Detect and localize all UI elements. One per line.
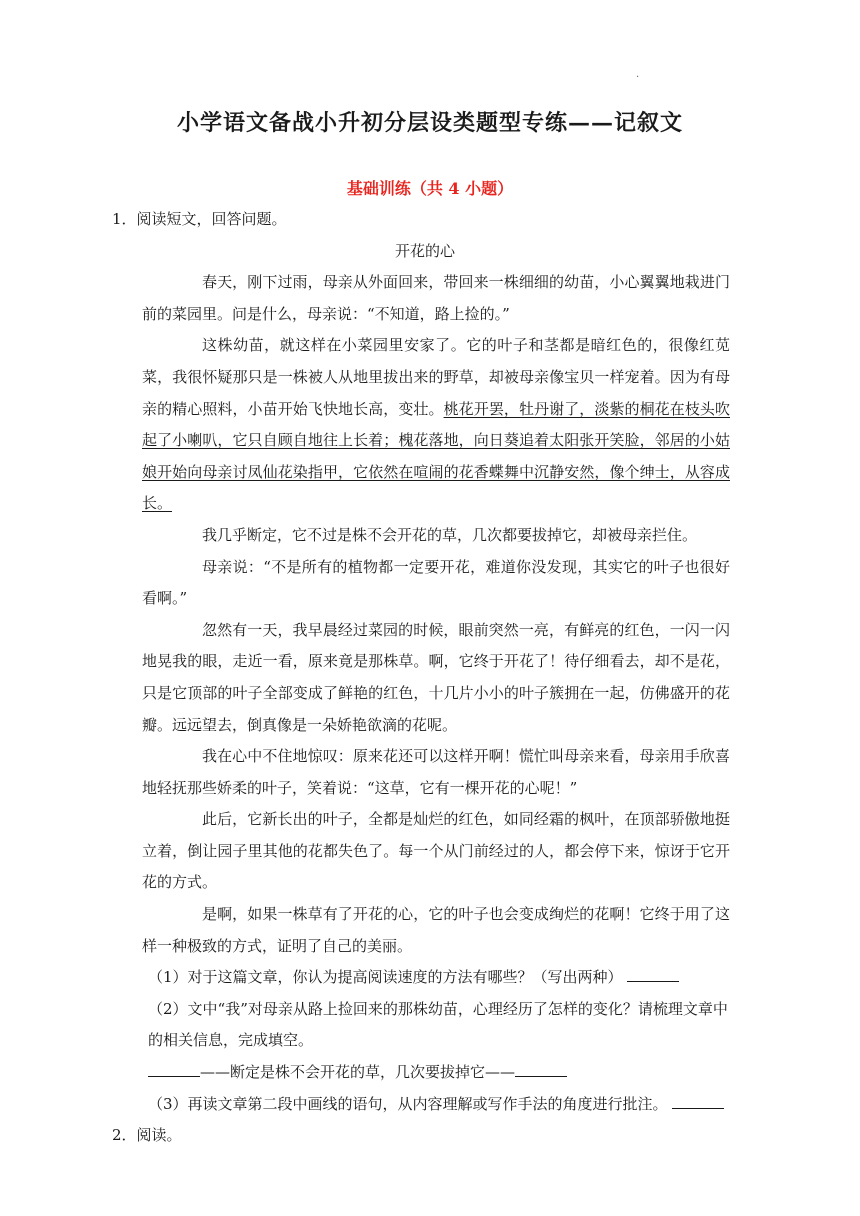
answer-blank[interactable] xyxy=(515,1062,567,1077)
question-number: 1． xyxy=(112,210,137,228)
question-2-header xyxy=(112,1120,730,1152)
sub-question-3-text: （3）再读文章第二段中画线的语句，从内容理解或写作手法的角度进行批注。 xyxy=(148,1094,668,1113)
story-title: 开花的心 xyxy=(394,241,455,260)
story-paragraph-4: 母亲说：“不是所有的植物都一定要开花，难道你没发现，其实它的叶子也很好看啊。” xyxy=(142,557,730,608)
question-content xyxy=(112,204,730,1152)
story-paragraph-7: 此后，它新长出的叶子，全都是灿烂的红色，如同经霜的枫叶，在顶部骄傲地挺立着，倒让园子里其他的花都失色了。每一个从门前经过的人，都会停下来，惊讶于它开花的方式。 xyxy=(142,810,730,892)
story-paragraph-1: 春天，刚下过雨，母亲从外面回来，带回来一株细细的幼苗，小心翼翼地栽进门前的菜园里。问是什么，母亲说：“不知道，路上捡的。” xyxy=(142,273,730,323)
fill-in-line xyxy=(148,1057,730,1089)
story-paragraph-6: 我在心中不住地惊叹：原来花还可以这样开啊！慌忙叫母亲来看，母亲用手欣喜地轻抚那些娇柔的叶子，笑着说：“这草，它有一棵开花的心呢！” xyxy=(142,747,730,797)
sub-question-3 xyxy=(148,1089,730,1121)
story-paragraph-5: 忽然有一天，我早晨经过菜园的时候，眼前突然一亮，有鲜亮的红色，一闪一闪地晃我的眼，走近一看，原来竟是那株草。啊，它终于开花了！待仔细看去，却不是花，只是它顶部的叶子全部变成了鲜艳的红色，十几片小小的叶子簇拥在一起，仿佛盛开的花瓣。远远望去，倒真像是一朵娇艳欲滴的花呢。 xyxy=(142,620,730,734)
sub-question-1-text: （1）对于这篇文章，你认为提高阅读速度的方法有哪些？（写出两种） xyxy=(148,968,623,987)
sub-question-2: （2）文中“我”对母亲从路上捡回来的那株幼苗，心理经历了怎样的变化？请梳理文章中的相关信息，完成填空。 xyxy=(148,999,728,1050)
fill-in-text: ——断定是株不会开花的草，几次要拔掉它—— xyxy=(200,1063,516,1082)
question-prompt: 阅读短文，回答问题。 xyxy=(136,210,287,228)
underlined-sentence: 桃花开罢，牡丹谢了，淡紫的桐花在枝头吹起了小喇叭，它只自顾自地往上长着；槐花落地，向日葵追着太阳张开笑脸，邻居的小姑娘开始向母亲讨凤仙花染指甲，它依然在喧闹的花香蝶舞中沉静安然，像个绅士，从容成长。 xyxy=(142,399,730,513)
section-title: 基础训练（共 4 小题） xyxy=(346,179,514,198)
story-paragraph-8: 是啊，如果一株草有了开花的心，它的叶子也会变成绚烂的花啊！它终于用了这样一种极致的方式，证明了自己的美丽。 xyxy=(142,905,730,955)
story-paragraph-3: 我几乎断定，它不过是株不会开花的草，几次都要拔掉它，却被母亲拦住。 xyxy=(202,525,698,544)
question-number: 2． xyxy=(112,1126,137,1145)
page-title: 小学语文备战小升初分层设类题型专练——记叙文 xyxy=(176,110,683,136)
answer-blank[interactable] xyxy=(672,1094,724,1109)
answer-blank[interactable] xyxy=(148,1062,200,1077)
paragraph-2-text: 这株幼苗，就这样在小菜园里安家了。它的叶子和茎都是暗红色的，很像红苋菜，我很怀疑那只是一株被人从地里拔出来的野草，却被母亲像宝贝一样宠着。因为有母亲的精心照料，小苗开始飞快地长高，变壮。 xyxy=(142,336,730,418)
answer-blank[interactable] xyxy=(627,967,679,982)
sub-question-1 xyxy=(148,962,730,994)
question-prompt: 阅读。 xyxy=(136,1126,182,1145)
header-dot: · xyxy=(636,72,640,83)
question-1-header xyxy=(112,204,730,236)
story-paragraph-2 xyxy=(142,330,730,520)
